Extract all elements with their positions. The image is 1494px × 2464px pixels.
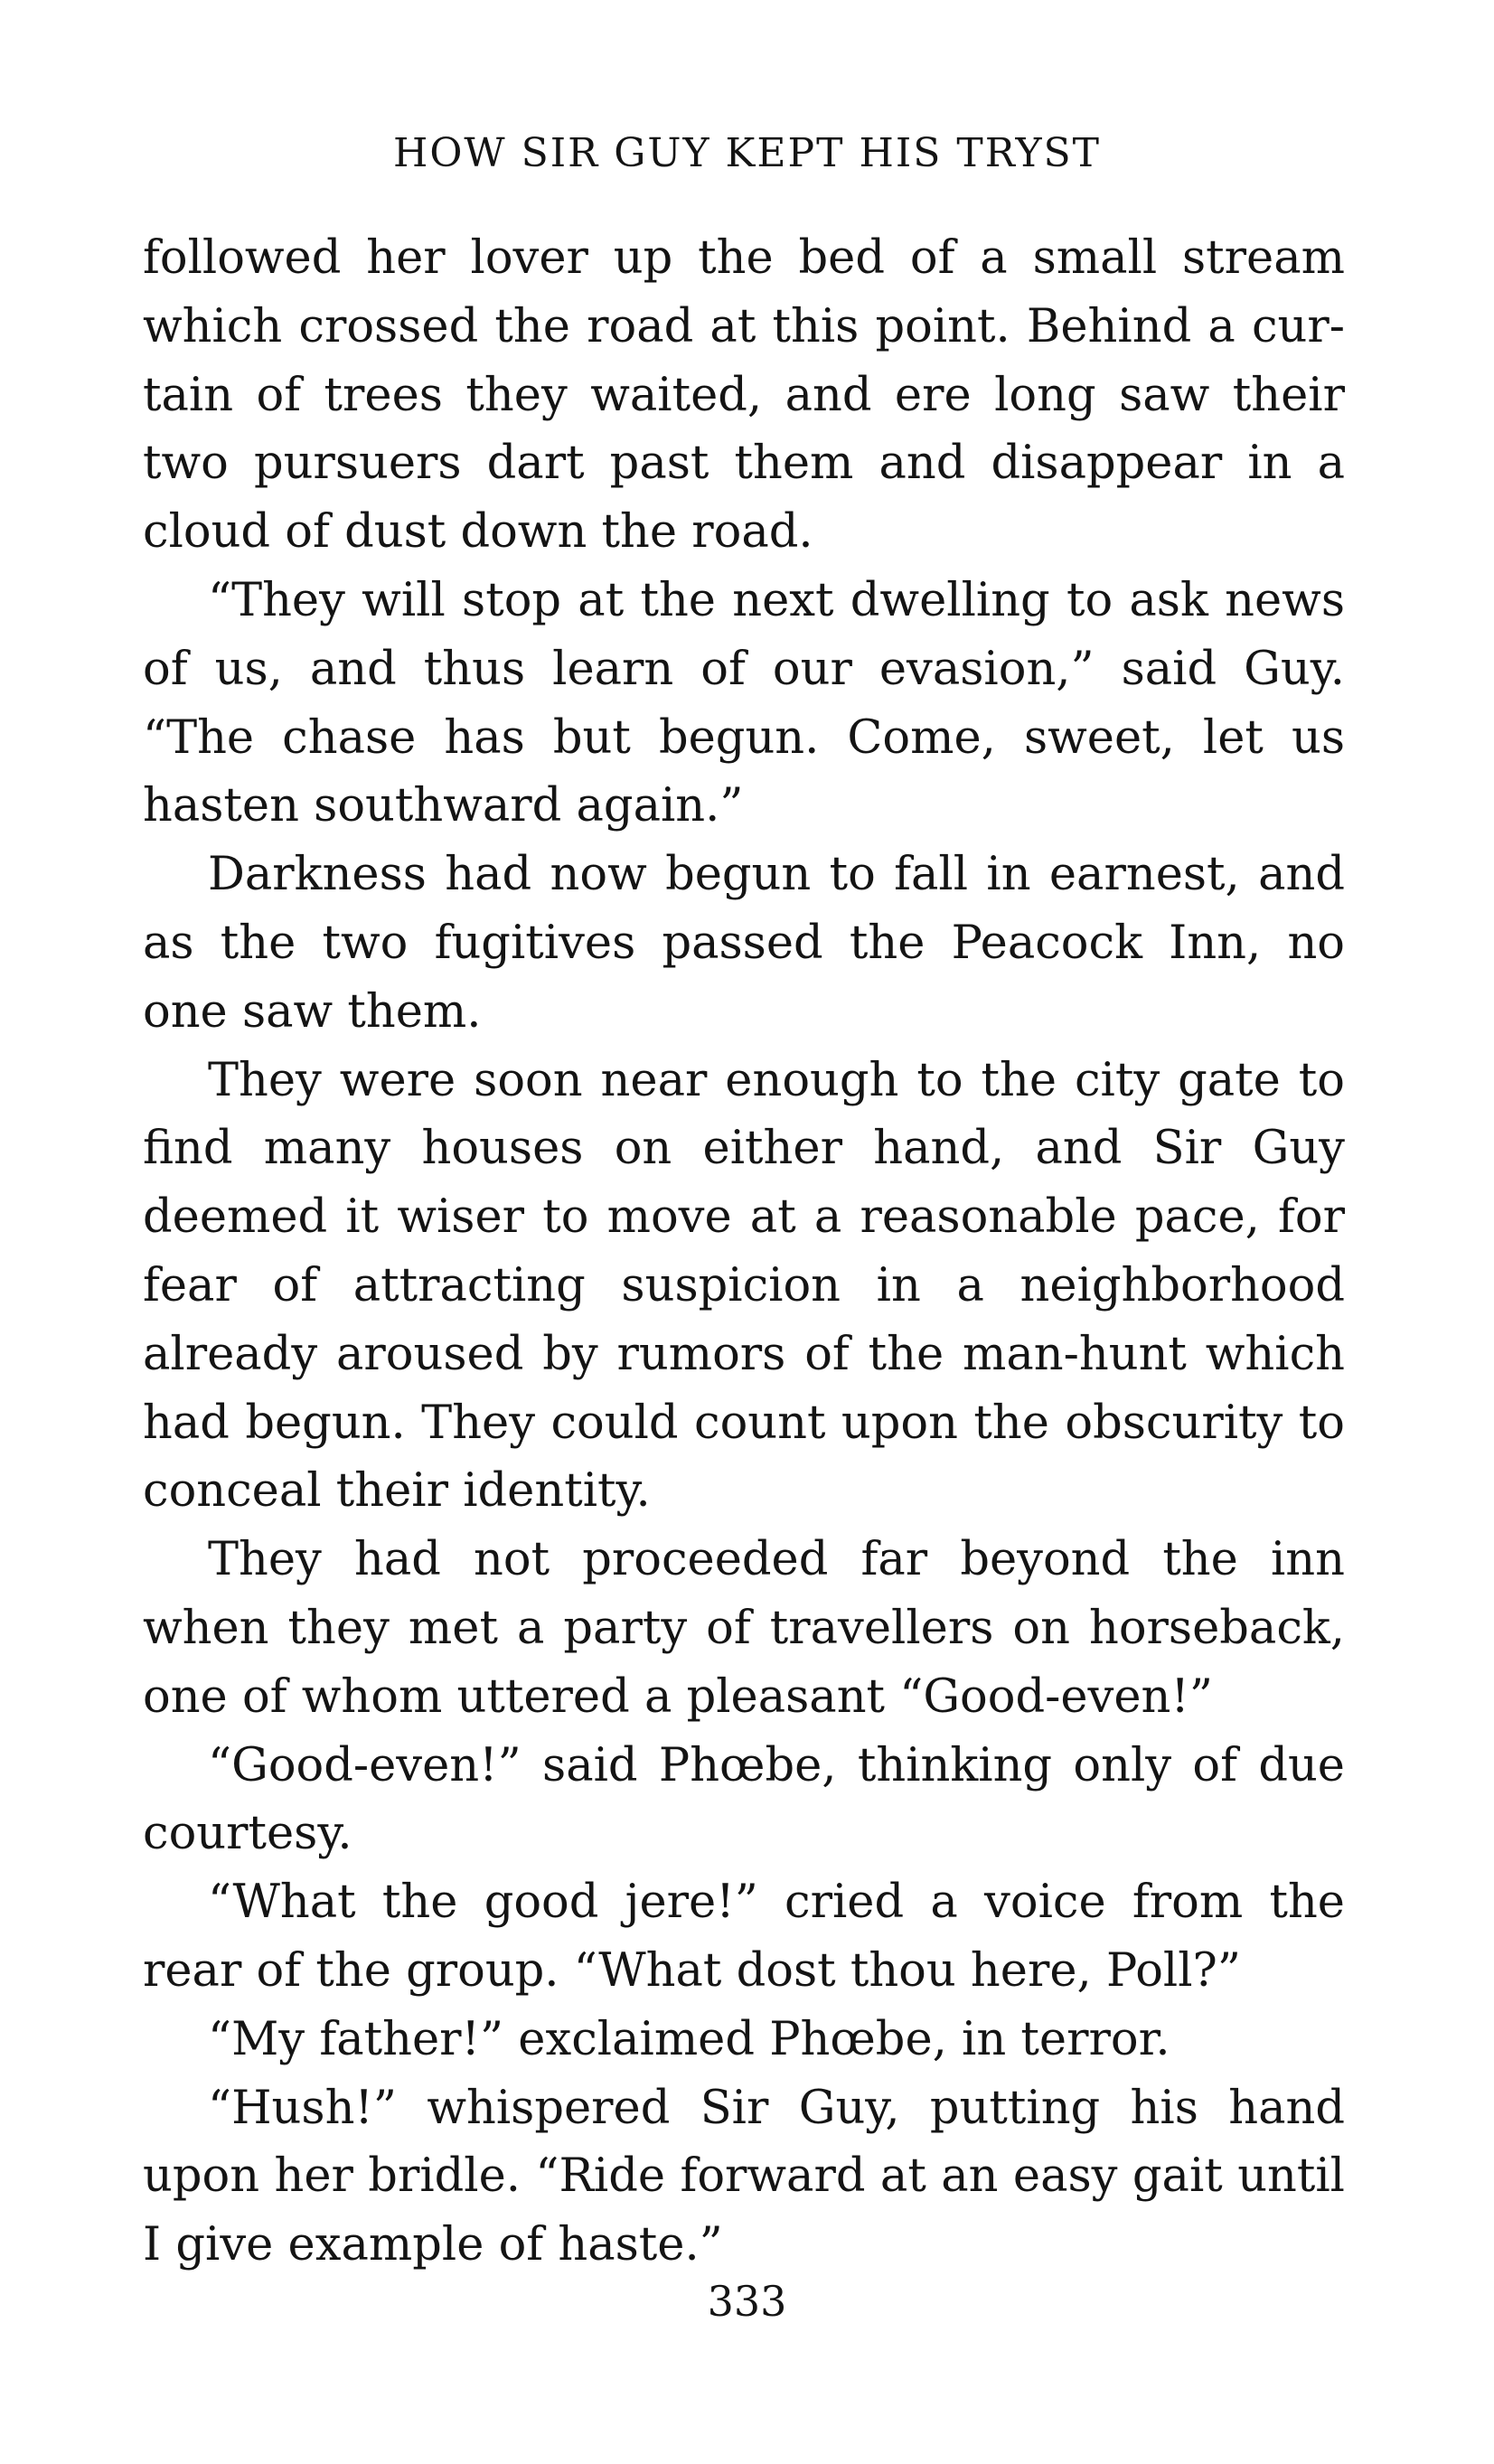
paragraph: “Hush!” whispered Sir Guy, putting his hand upon her bridle. “Ride forward at an easy gait until I give example of haste.” (143, 2081, 1345, 2272)
paragraph: “My father!” exclaimed Phœbe, in terror. (208, 2012, 1170, 2066)
paragraph: followed her lover up the bed of a small stream which crossed the road at this point. Behind a curtain of trees they waited, and ere long saw their two pursuers dart past them and disappear in a cloud of dust down the road. (143, 231, 1345, 560)
running-title: HOW SIR GUY KEPT HIS TRYST (392, 130, 1102, 176)
paragraph: “Good-even!” said Phœbe, thinking only of due courtesy. (143, 1738, 1345, 1861)
paragraph: They were soon near enough to the city gate to find many houses on either hand, and Sir Guy deemed it wiser to move at a reasonable pace, for fear of attracting suspicion in a neighborhood already aroused by rumors of the man-hunt which had begun. They could count upon the obscurity to conceal their identity. (143, 1053, 1345, 1519)
paragraph: They had not proceeded far beyond the inn when they met a party of travellers on horseback, one of whom uttered a pleasant “Good-even!” (143, 1533, 1345, 1724)
paragraph: Darkness had now begun to fall in earnest, and as the two fugitives passed the Peacock Inn, no one saw them. (143, 848, 1345, 1039)
body-text (143, 224, 1345, 2280)
paragraph: “What the good jere!” cried a voice from the rear of the group. “What dost thou here, Poll?” (143, 1876, 1345, 1998)
paragraph: “They will stop at the next dwelling to ask news of us, and thus learn of our evasion,” said Guy. “The chase has but begun. Come, sweet, let us hasten southward again.” (143, 573, 1345, 833)
page-number: 333 (707, 2277, 787, 2326)
